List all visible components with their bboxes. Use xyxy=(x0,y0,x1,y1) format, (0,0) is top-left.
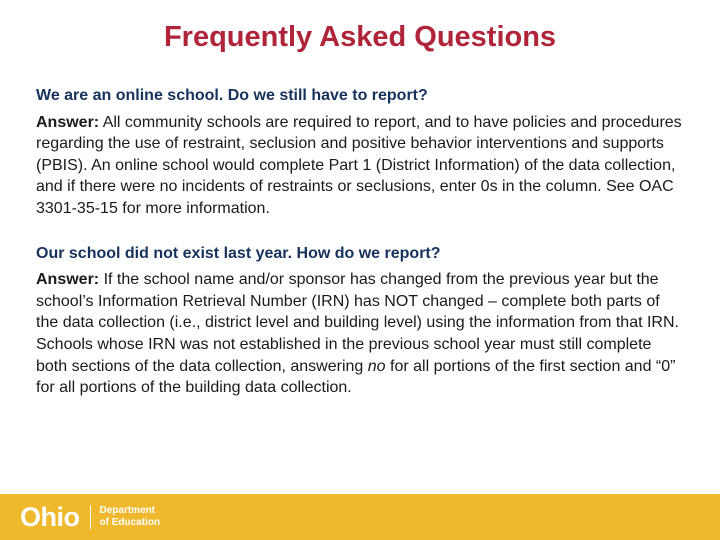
answer-label: Answer: xyxy=(36,271,100,289)
answer-text: All community schools are required to report, and to have policies and procedures regarding the use of restraint, seclusion and positive behavior interventions and supports (PBIS). An online school would complete Part 1 (District Information) of the data collection, and if there were no incidents of restraints or seclusions, enter 0s in the column. See OAC 3301-35-15 for more information. xyxy=(36,113,682,217)
logo-subtitle-line1: Department xyxy=(99,505,156,516)
faq-answer xyxy=(36,112,686,220)
faq-content xyxy=(36,85,686,399)
answer-text: for all portions of the first section and “0” for all portions of the building data collection. xyxy=(36,357,676,397)
answer-label: Answer: xyxy=(36,113,100,131)
faq-item-online-school xyxy=(36,85,686,220)
faq-item-new-school xyxy=(36,243,686,399)
ohio-education-logo xyxy=(20,502,160,532)
logo-divider xyxy=(90,505,91,529)
logo-wordmark: Ohio xyxy=(20,502,80,532)
slide-title: Frequently Asked Questions xyxy=(163,21,557,53)
logo-subtitle xyxy=(100,505,161,529)
faq-question: We are an online school. Do we still have to report? xyxy=(36,87,428,104)
answer-text: If the school name and/or sponsor has changed from the previous year but the school’s Information Retrieval Number (IRN) has NOT changed – complete both parts of the data collection (i.e., district level and building level) using the information from that IRN. Schools whose IRN was not established in the previous school year must still complete both sections of the data collection, answering xyxy=(36,271,679,375)
answer-emphasis: no xyxy=(367,357,386,375)
faq-answer xyxy=(36,269,686,399)
faq-question: Our school did not exist last year. How do we report? xyxy=(36,244,441,262)
logo-subtitle-line2: of Education xyxy=(99,517,161,528)
footer-bar xyxy=(0,494,720,540)
